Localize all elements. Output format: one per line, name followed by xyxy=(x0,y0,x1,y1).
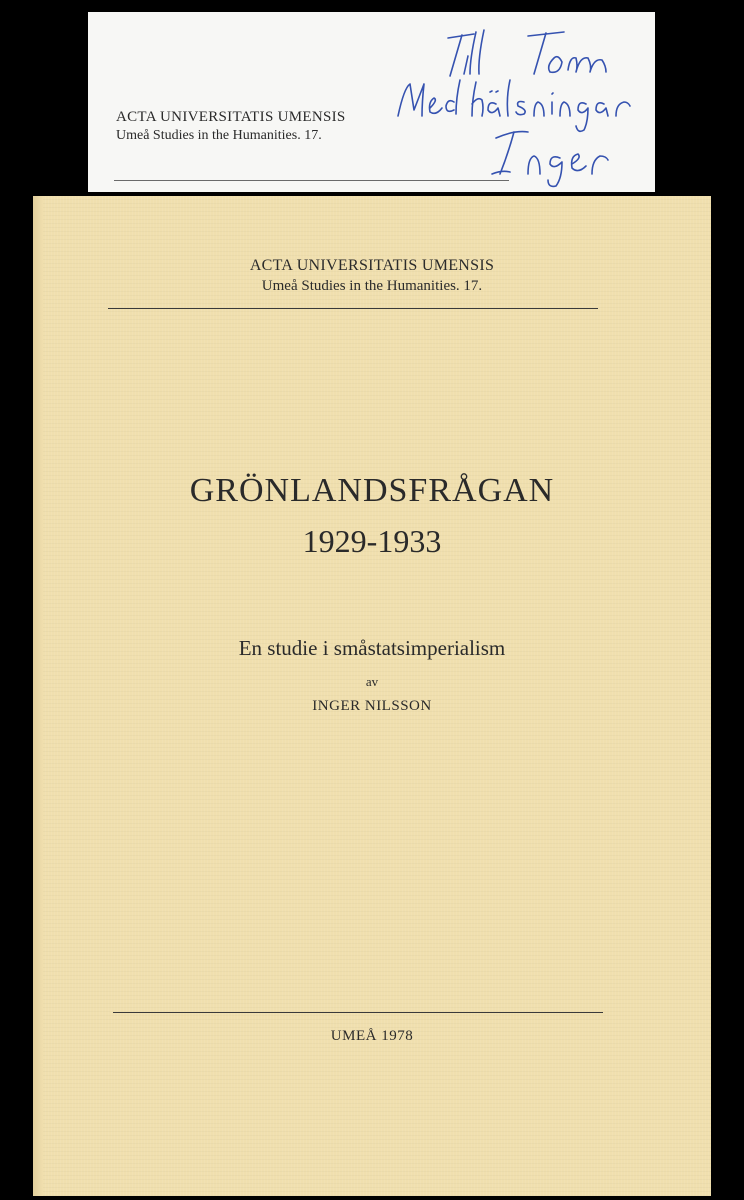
inscription-series-title: ACTA UNIVERSITATIS UMENSIS xyxy=(116,109,346,125)
book-title: GRÖNLANDSFRÅGAN xyxy=(189,472,555,509)
cover-series-title: ACTA UNIVERSITATIS UMENSIS xyxy=(249,257,495,274)
cover-series-subtitle: Umeå Studies in the Humanities. 17. xyxy=(261,277,483,294)
handwritten-dedication xyxy=(378,18,655,188)
inscription-photo xyxy=(88,12,655,192)
book-imprint: UMEÅ 1978 xyxy=(330,1028,414,1044)
book-spine-edge xyxy=(33,196,43,1196)
book-subtitle: En studie i småstatsimperialism xyxy=(238,636,506,660)
cover-series-block xyxy=(33,256,711,296)
cover-bottom-divider xyxy=(113,1012,603,1013)
inscription-series-subtitle: Umeå Studies in the Humanities. 17. xyxy=(116,127,322,143)
book-author: INGER NILSSON xyxy=(312,698,432,714)
cover-top-divider xyxy=(108,308,598,309)
book-cover xyxy=(33,196,711,1196)
inscription-series-block xyxy=(116,108,346,144)
book-years: 1929-1933 xyxy=(302,523,442,559)
author-preposition: av xyxy=(365,674,379,689)
